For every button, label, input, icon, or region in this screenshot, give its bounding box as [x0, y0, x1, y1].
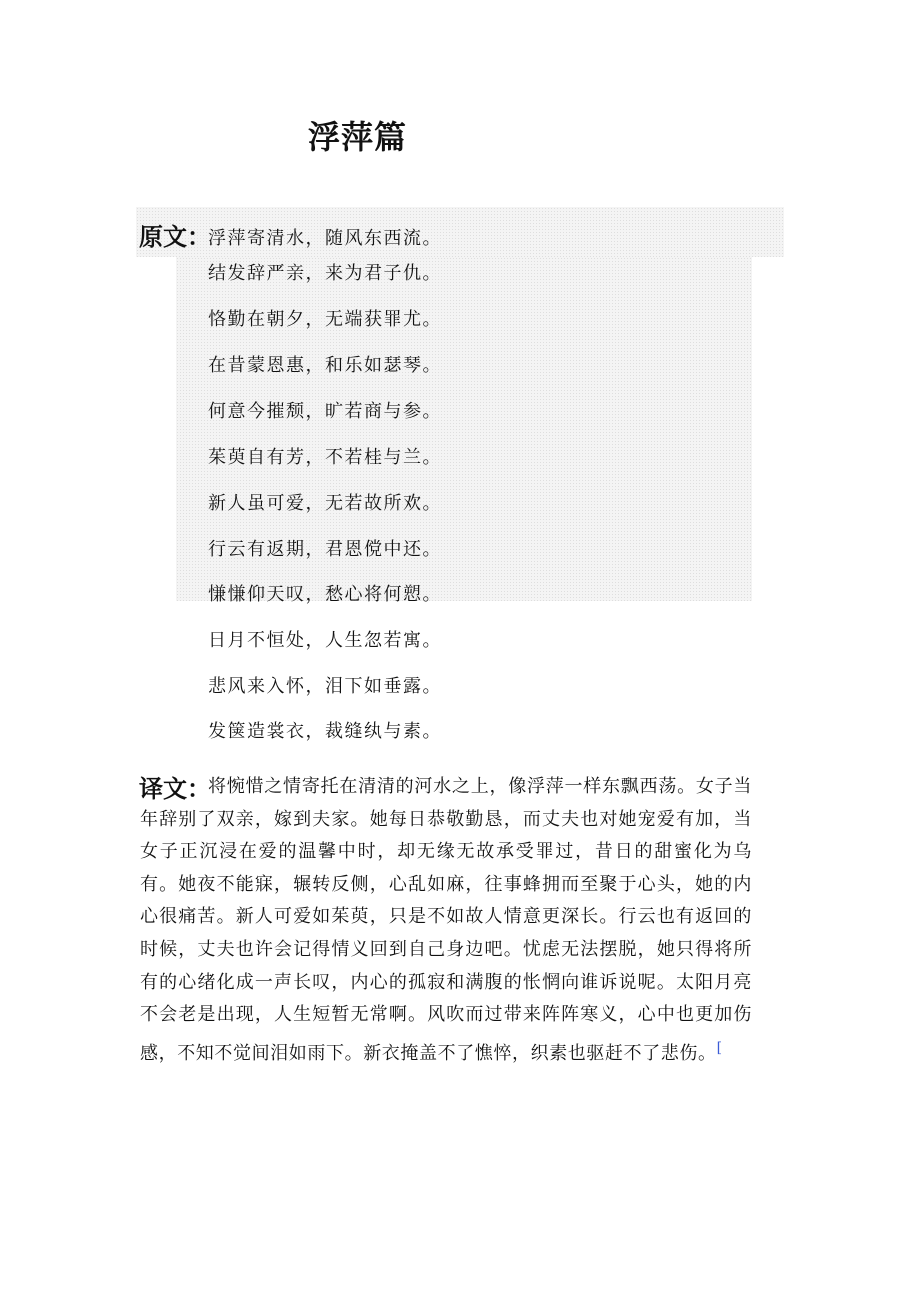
translation-label: 译文： — [139, 774, 211, 803]
verse-line: 在昔蒙恩惠，和乐如瑟琴。 — [208, 355, 442, 376]
verse-line: 浮萍寄清水，随风东西流。 — [208, 228, 442, 249]
verse-line: 恪勤在朝夕，无端获罪尤。 — [208, 309, 442, 330]
verse-line: 发箧造裳衣，裁缝纨与素。 — [208, 721, 442, 742]
translation-paragraph — [140, 771, 752, 1070]
verse-line: 新人虽可爱，无若故所欢。 — [208, 493, 442, 514]
footnote-marker[interactable]: [ — [716, 1039, 723, 1056]
translation-text: 将惋惜之情寄托在清清的河水之上，像浮萍一样东飘西荡。女子当年辞别了双亲，嫁到夫家。她每日恭敬勤恳，而丈夫也对她宠爱有加，当女子正沉浸在爱的温馨中时，却无缘无故承受罪过，昔日的甜蜜化为乌有。她夜不能寐，辗转反侧，心乱如麻，往事蜂拥而至聚于心头，她的内心很痛苦。新人可爱如茱萸，只是不如故人情意更深长。行云也有返回的时候，丈夫也许会记得情义回到自己身边吧。忧虑无法摆脱，她只得将所有的心绪化成一声长叹，内心的孤寂和满腹的怅惘向谁诉说呢。太阳月亮不会老是出现，人生短暂无常啊。风吹而过带来阵阵寒义，心中也更加伤感，不知不觉间泪如雨下。新衣掩盖不了憔悴，织素也驱赶不了悲伤。 — [140, 776, 752, 1064]
verse-line: 行云有返期，君恩傥中还。 — [208, 539, 442, 560]
original-text-label: 原文： — [139, 222, 211, 251]
verse-line: 日月不恒处，人生忽若寓。 — [208, 630, 442, 651]
verse-line: 何意今摧颓，旷若商与参。 — [208, 401, 442, 422]
verse-line: 结发辞严亲，来为君子仇。 — [208, 263, 442, 284]
verse-line: 慊慊仰天叹，愁心将何愬。 — [208, 584, 442, 605]
verse-line: 茱萸自有芳，不若桂与兰。 — [208, 447, 442, 468]
page-title: 浮萍篇 — [308, 118, 408, 156]
verse-line: 悲风来入怀，泪下如垂露。 — [208, 676, 442, 697]
